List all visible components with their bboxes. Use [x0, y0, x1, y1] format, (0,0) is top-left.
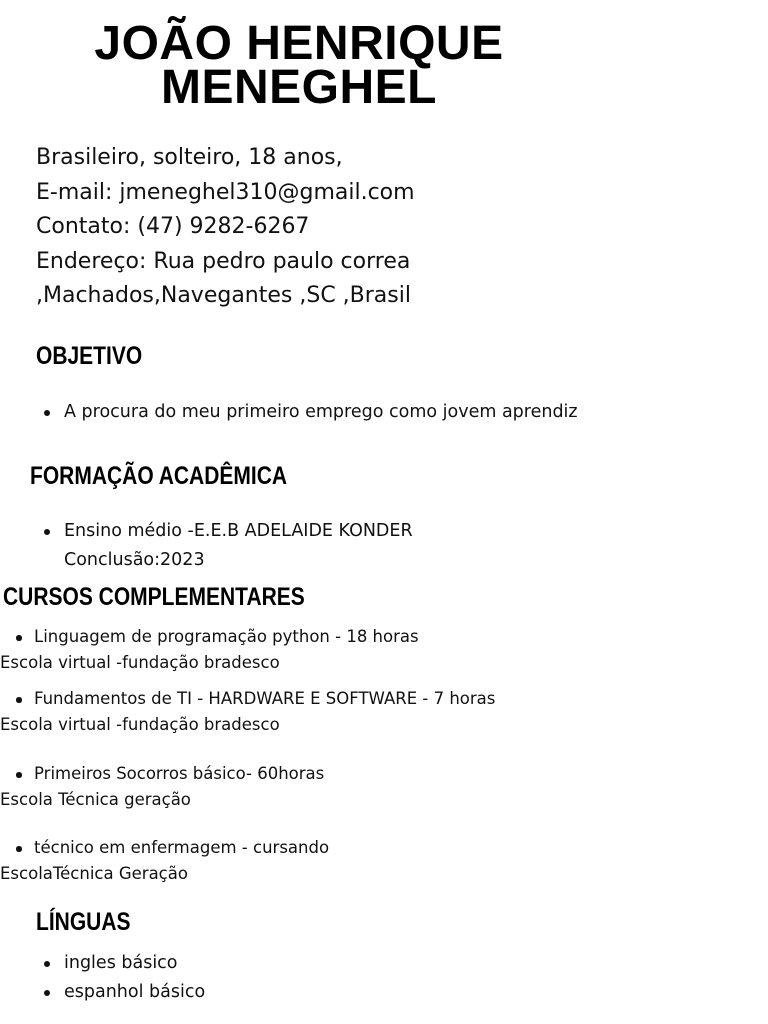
course-title: Linguagem de programação python - 18 horas: [34, 627, 419, 646]
bullet-icon: [44, 410, 50, 416]
bullet-icon: [16, 697, 22, 703]
section-heading-linguas: LÍNGUAS: [36, 908, 131, 936]
bullet-icon: [16, 846, 22, 852]
formacao-list: [44, 517, 413, 574]
section-heading-objetivo: OBJETIVO: [36, 342, 143, 370]
linguas-list: [44, 949, 205, 1006]
bullet-icon: [44, 529, 50, 535]
course-school: Escola Técnica geração: [0, 790, 191, 809]
bullet-icon: [16, 635, 22, 641]
course-school: Escola virtual -fundação bradesco: [0, 715, 280, 734]
list-item: A procura do meu primeiro emprego como jovem aprendiz: [44, 398, 578, 427]
section-heading-formacao: FORMAÇÃO ACADÊMICA: [30, 462, 288, 490]
list-item: espanhol básico: [44, 978, 205, 1007]
personal-line: Brasileiro, solteiro, 18 anos,: [36, 145, 343, 170]
course-title: técnico em enfermagem - cursando: [34, 838, 330, 857]
name-line-2: MENEGHEL: [160, 61, 437, 114]
course-title: Fundamentos de TI - HARDWARE E SOFTWARE - 7 horas: [34, 689, 496, 708]
course-item: [0, 835, 329, 887]
bullet-icon: [16, 772, 22, 778]
course-item: [0, 686, 495, 738]
email-line: E-mail: jmeneghel310@gmail.com: [36, 179, 415, 205]
address-line: Endereço: Rua pedro paulo correa: [36, 248, 411, 274]
section-heading-cursos: CURSOS COMPLEMENTARES: [3, 583, 305, 611]
bullet-icon: [44, 961, 50, 967]
list-item: ingles básico: [44, 949, 205, 978]
course-item: [0, 761, 324, 813]
course-item: [0, 624, 419, 676]
course-title: Primeiros Socorros básico- 60horas: [34, 764, 325, 783]
objetivo-list: [44, 398, 578, 427]
address-line: ,Machados,Navegantes ,SC ,Brasil: [36, 283, 411, 308]
name-line-1: JOÃO HENRIQUE: [94, 17, 504, 70]
contact-line: Contato: (47) 9282-6267: [36, 214, 310, 239]
list-item: Ensino médio -E.E.B ADELAIDE KONDER Conclusão:2023: [44, 517, 413, 574]
course-school: Escola virtual -fundação bradesco: [0, 653, 280, 672]
bullet-icon: [44, 990, 50, 996]
personal-info: [36, 141, 415, 314]
course-school: EscolaTécnica Geração: [0, 864, 188, 883]
